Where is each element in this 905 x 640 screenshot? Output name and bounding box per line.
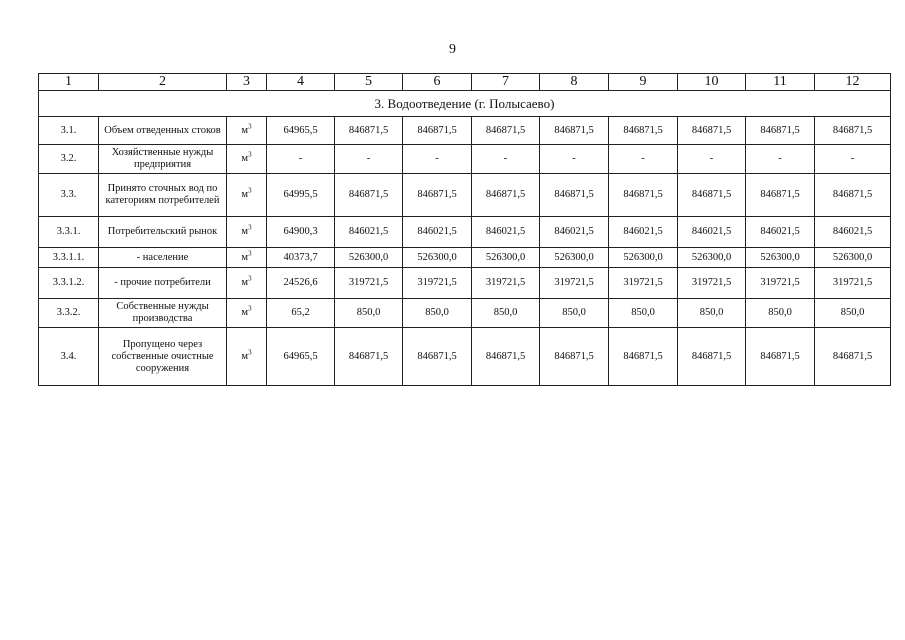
value-cell: 850,0 <box>609 299 678 328</box>
column-header: 4 <box>267 74 335 91</box>
value-cell: - <box>678 145 746 174</box>
value-cell: 850,0 <box>746 299 815 328</box>
value-cell: 846871,5 <box>540 174 609 217</box>
value-cell: 65,2 <box>267 299 335 328</box>
section-title: 3. Водоотведение (г. Полысаево) <box>39 91 891 117</box>
value-cell: 846871,5 <box>609 328 678 386</box>
unit-cell <box>227 174 267 217</box>
unit-base: м <box>241 226 249 237</box>
unit-base: м <box>241 189 249 200</box>
value-cell: 846871,5 <box>335 328 403 386</box>
column-header: 5 <box>335 74 403 91</box>
value-cell: 846021,5 <box>746 217 815 248</box>
unit-base: м <box>241 277 249 288</box>
value-cell: 850,0 <box>335 299 403 328</box>
unit-cell <box>227 299 267 328</box>
value-cell: 64995,5 <box>267 174 335 217</box>
row-name: - прочие потребители <box>99 268 227 299</box>
row-number: 3.4. <box>39 328 99 386</box>
unit-base: м <box>241 307 249 318</box>
value-cell: 526300,0 <box>472 248 540 268</box>
value-cell: 846871,5 <box>540 328 609 386</box>
value-cell: 526300,0 <box>678 248 746 268</box>
column-header: 12 <box>815 74 891 91</box>
value-cell: 846871,5 <box>815 174 891 217</box>
value-cell: 319721,5 <box>815 268 891 299</box>
value-cell: 526300,0 <box>746 248 815 268</box>
value-cell: 846871,5 <box>746 328 815 386</box>
value-cell: 846871,5 <box>609 174 678 217</box>
row-name: Собственные нужды производства <box>99 299 227 328</box>
unit-exponent: 3 <box>248 150 252 159</box>
value-cell: 846871,5 <box>472 117 540 145</box>
row-number: 3.2. <box>39 145 99 174</box>
unit-exponent: 3 <box>248 186 252 195</box>
value-cell: 526300,0 <box>335 248 403 268</box>
value-cell: 846871,5 <box>403 328 472 386</box>
value-cell: 850,0 <box>678 299 746 328</box>
unit-exponent: 3 <box>248 122 252 130</box>
value-cell: 846871,5 <box>678 117 746 145</box>
value-cell: 846021,5 <box>609 217 678 248</box>
column-header: 11 <box>746 74 815 91</box>
column-header: 8 <box>540 74 609 91</box>
value-cell: 846871,5 <box>472 174 540 217</box>
value-cell: - <box>540 145 609 174</box>
value-cell: 846871,5 <box>815 328 891 386</box>
column-header: 7 <box>472 74 540 91</box>
value-cell: 850,0 <box>815 299 891 328</box>
value-cell: 846871,5 <box>403 174 472 217</box>
value-cell: 846871,5 <box>335 174 403 217</box>
value-cell: - <box>609 145 678 174</box>
value-cell: 64965,5 <box>267 328 335 386</box>
row-number: 3.3.1.2. <box>39 268 99 299</box>
table-row <box>39 217 891 248</box>
page-number: 9 <box>449 42 456 57</box>
value-cell: 846871,5 <box>540 117 609 145</box>
row-name: Хозяйственные нужды предприятия <box>99 145 227 174</box>
value-cell: 846021,5 <box>815 217 891 248</box>
value-cell: - <box>267 145 335 174</box>
value-cell: 319721,5 <box>678 268 746 299</box>
value-cell: - <box>403 145 472 174</box>
unit-base: м <box>241 124 249 136</box>
row-number: 3.1. <box>39 117 99 145</box>
value-cell: 846021,5 <box>403 217 472 248</box>
value-cell: 24526,6 <box>267 268 335 299</box>
column-number-row <box>39 74 891 91</box>
value-cell: 319721,5 <box>335 268 403 299</box>
value-cell: 319721,5 <box>746 268 815 299</box>
value-cell: 526300,0 <box>609 248 678 268</box>
column-header: 3 <box>227 74 267 91</box>
value-cell: 846021,5 <box>540 217 609 248</box>
unit-exponent: 3 <box>248 274 252 283</box>
value-cell: 846021,5 <box>678 217 746 248</box>
value-cell: 846021,5 <box>335 217 403 248</box>
value-cell: 319721,5 <box>403 268 472 299</box>
value-cell: 846021,5 <box>472 217 540 248</box>
unit-cell <box>227 328 267 386</box>
unit-exponent: 3 <box>248 223 252 232</box>
water-disposal-table <box>38 73 891 386</box>
column-header: 1 <box>39 74 99 91</box>
unit-exponent: 3 <box>248 249 252 257</box>
column-header: 10 <box>678 74 746 91</box>
value-cell: 846871,5 <box>609 117 678 145</box>
row-name: Принято сточных вод по категориям потребителей <box>99 174 227 217</box>
value-cell: 846871,5 <box>815 117 891 145</box>
unit-exponent: 3 <box>248 348 252 356</box>
value-cell: - <box>472 145 540 174</box>
unit-cell <box>227 117 267 145</box>
unit-cell <box>227 268 267 299</box>
table-row <box>39 299 891 328</box>
value-cell: 846871,5 <box>335 117 403 145</box>
column-header: 9 <box>609 74 678 91</box>
column-header: 2 <box>99 74 227 91</box>
unit-exponent: 3 <box>248 304 252 313</box>
value-cell: 319721,5 <box>609 268 678 299</box>
value-cell: 526300,0 <box>540 248 609 268</box>
value-cell: 846871,5 <box>678 328 746 386</box>
unit-cell <box>227 248 267 268</box>
value-cell: - <box>746 145 815 174</box>
unit-cell <box>227 217 267 248</box>
row-number: 3.3. <box>39 174 99 217</box>
value-cell: 846871,5 <box>746 117 815 145</box>
table-row <box>39 248 891 268</box>
row-number: 3.3.2. <box>39 299 99 328</box>
table-row <box>39 268 891 299</box>
value-cell: 64965,5 <box>267 117 335 145</box>
value-cell: 846871,5 <box>678 174 746 217</box>
value-cell: 319721,5 <box>540 268 609 299</box>
row-name: Потребительский рынок <box>99 217 227 248</box>
table-row <box>39 328 891 386</box>
value-cell: 319721,5 <box>472 268 540 299</box>
unit-base: м <box>241 251 249 263</box>
value-cell: 64900,3 <box>267 217 335 248</box>
value-cell: 40373,7 <box>267 248 335 268</box>
unit-base: м <box>241 153 249 164</box>
value-cell: 846871,5 <box>746 174 815 217</box>
section-row <box>39 91 891 117</box>
value-cell: - <box>335 145 403 174</box>
value-cell: 526300,0 <box>403 248 472 268</box>
value-cell: - <box>815 145 891 174</box>
value-cell: 850,0 <box>540 299 609 328</box>
row-number: 3.3.1. <box>39 217 99 248</box>
value-cell: 850,0 <box>403 299 472 328</box>
row-name: - население <box>99 248 227 268</box>
unit-cell <box>227 145 267 174</box>
table-row <box>39 174 891 217</box>
row-number: 3.3.1.1. <box>39 248 99 268</box>
column-header: 6 <box>403 74 472 91</box>
row-name: Пропущено через собственные очистные сооружения <box>99 328 227 386</box>
value-cell: 526300,0 <box>815 248 891 268</box>
row-name: Объем отведенных стоков <box>99 117 227 145</box>
value-cell: 846871,5 <box>403 117 472 145</box>
table-row <box>39 145 891 174</box>
table-row <box>39 117 891 145</box>
value-cell: 846871,5 <box>472 328 540 386</box>
value-cell: 850,0 <box>472 299 540 328</box>
unit-base: м <box>241 350 249 362</box>
